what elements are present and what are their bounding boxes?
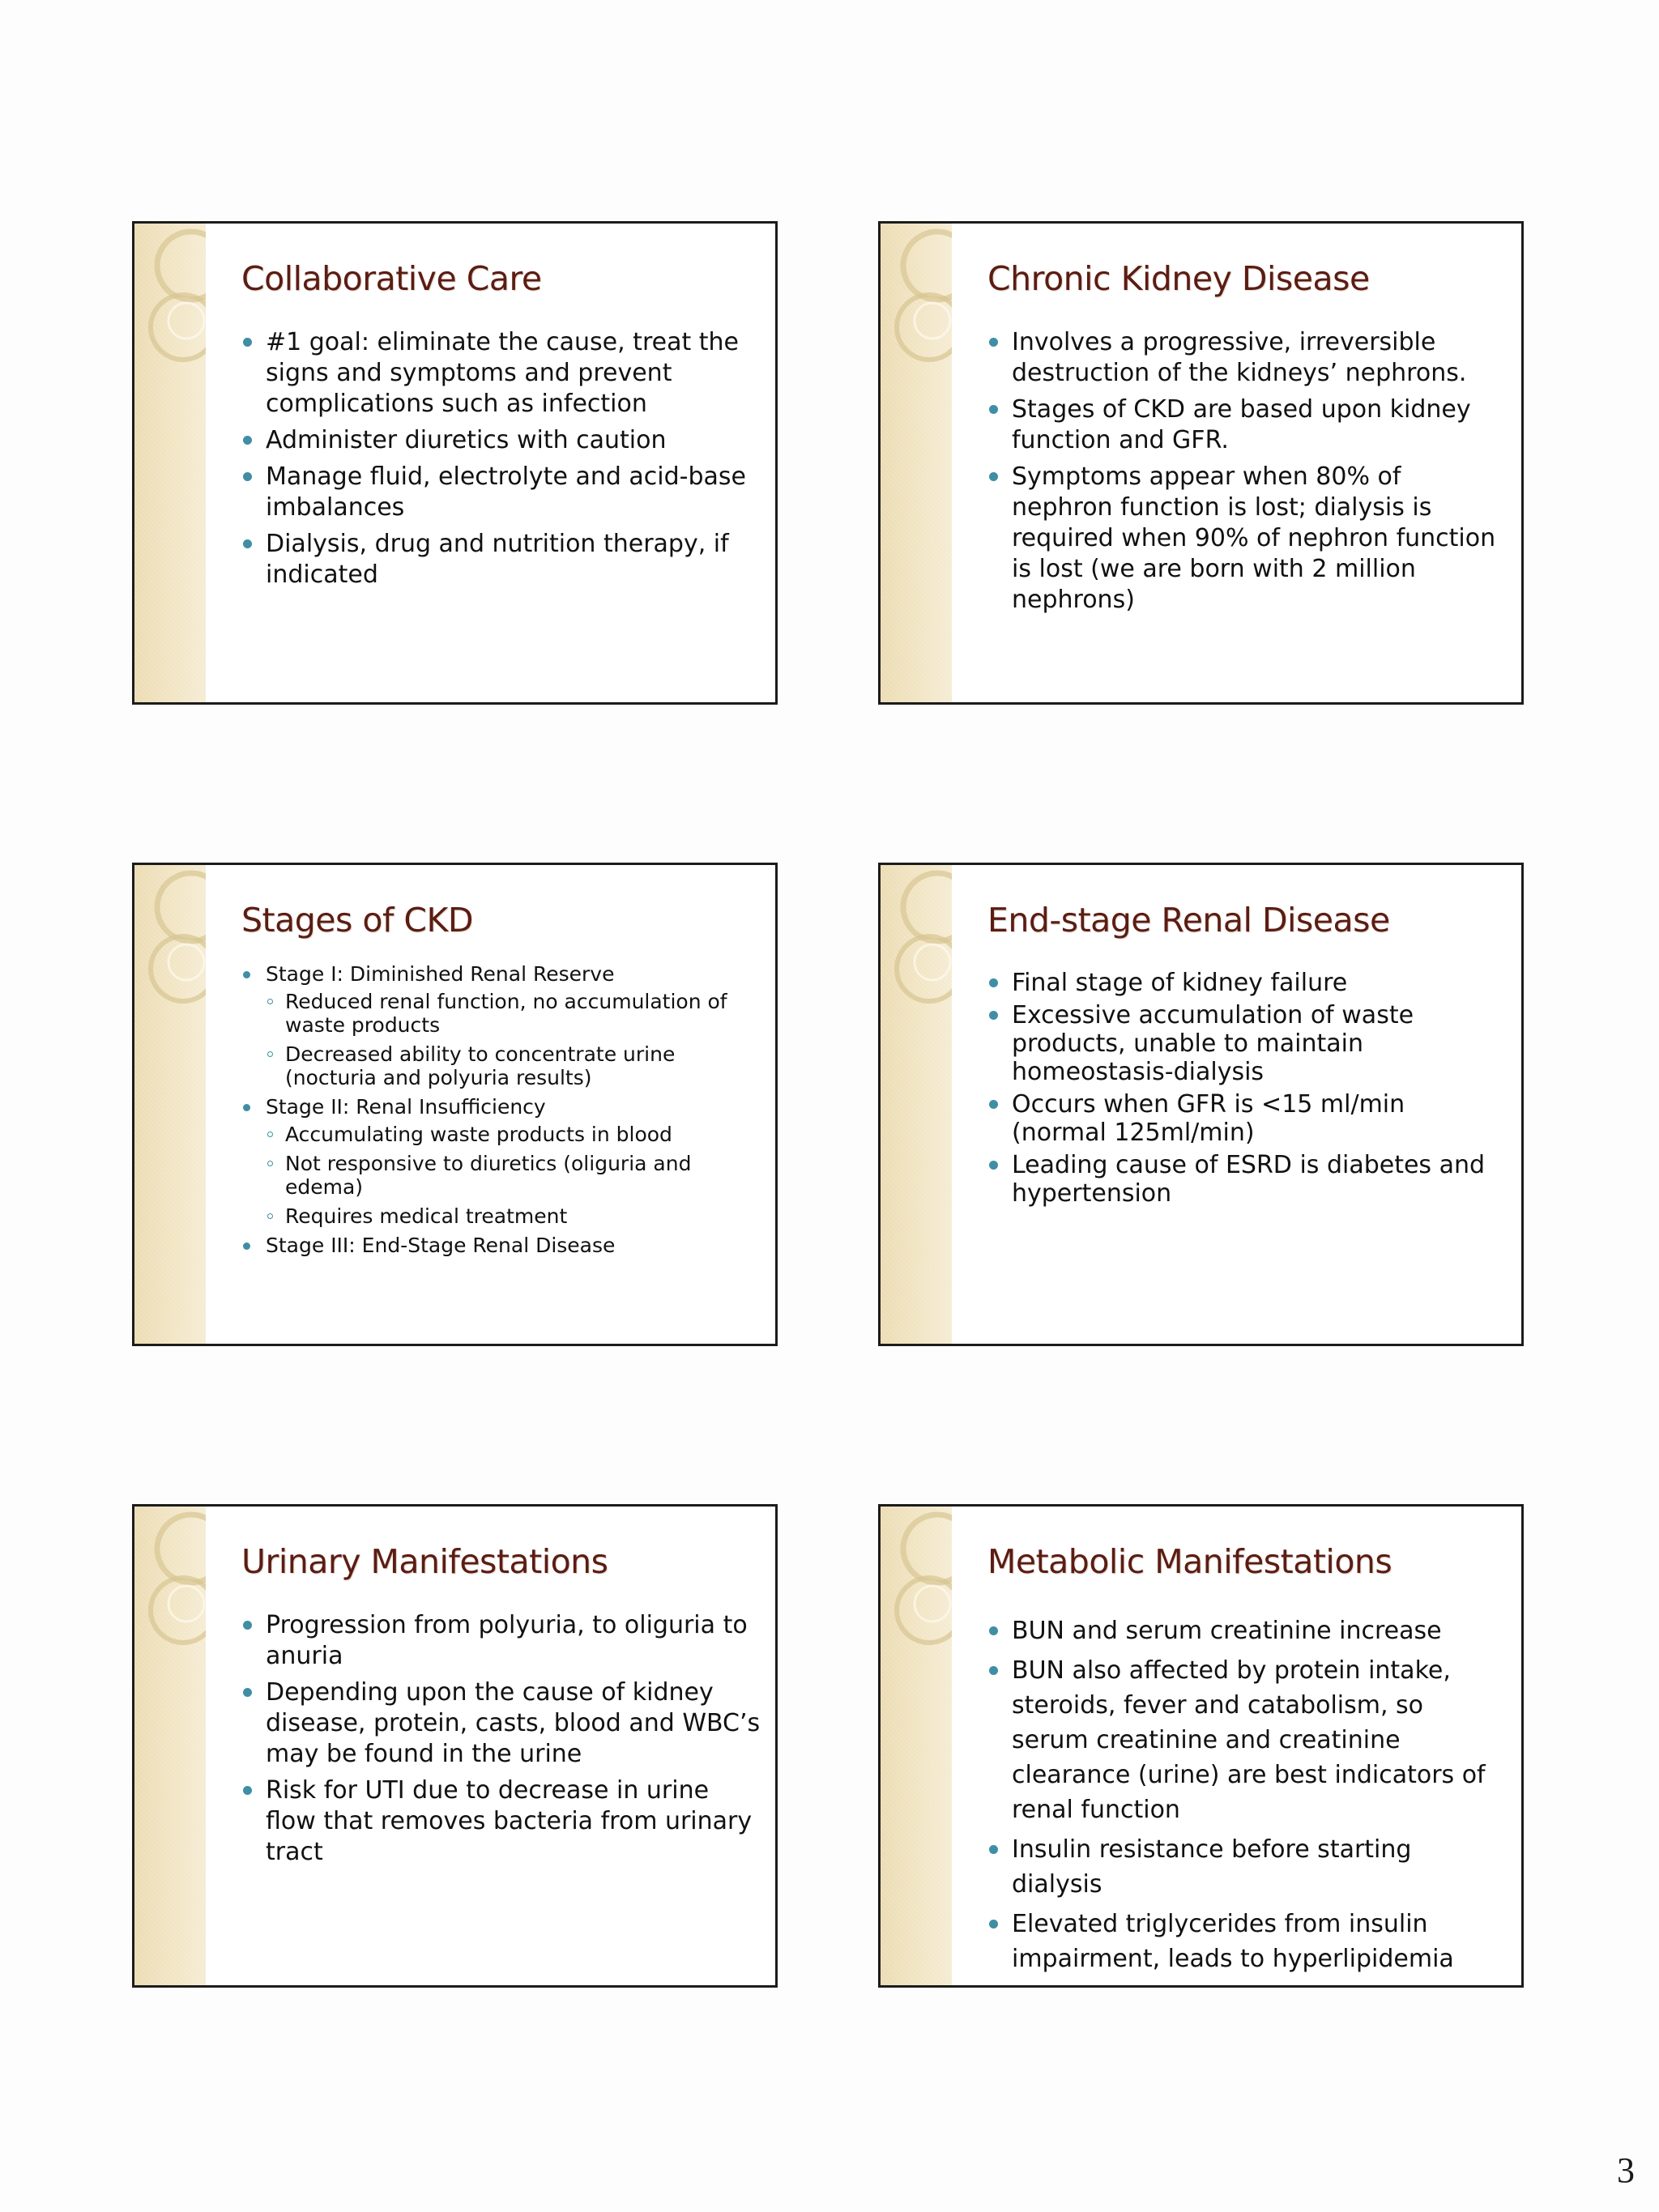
slide-decoration bbox=[134, 865, 206, 1344]
circles-ornament-icon bbox=[881, 865, 952, 1027]
list-item: Involves a progressive, irreversible destruction of the kidneys’ nephrons. bbox=[987, 327, 1507, 389]
circles-ornament-icon bbox=[134, 865, 206, 1027]
slide-end-stage-renal-disease bbox=[878, 863, 1524, 1346]
stage-label: Stage III: End-Stage Renal Disease bbox=[266, 1234, 616, 1257]
slide-title: Stages of CKD bbox=[241, 901, 474, 940]
list-item: #1 goal: eliminate the cause, treat the signs and symptoms and prevent complications such as infection bbox=[241, 327, 761, 420]
slide-title: Chronic Kidney Disease bbox=[987, 259, 1370, 298]
slide-metabolic-manifestations bbox=[878, 1504, 1524, 1988]
stage-label: Stage II: Renal Insufficiency bbox=[266, 1095, 546, 1119]
list-item: Elevated triglycerides from insulin impairment, leads to hyperlipidemia bbox=[987, 1907, 1507, 1976]
slide-decoration bbox=[881, 224, 952, 702]
list-item: Symptoms appear when 80% of nephron function is lost; dialysis is required when 90% of nephron function is lost (we are born with 2 million nephrons) bbox=[987, 462, 1507, 616]
slide-chronic-kidney-disease bbox=[878, 221, 1524, 705]
sub-list-item: Decreased ability to concentrate urine (nocturia and polyuria results) bbox=[266, 1042, 761, 1089]
list-item: Insulin resistance before starting dialysis bbox=[987, 1832, 1507, 1902]
list-item: Depending upon the cause of kidney disease, protein, casts, blood and WBC’s may be found in the urine bbox=[241, 1677, 761, 1770]
slide-decoration bbox=[134, 224, 206, 702]
circles-ornament-icon bbox=[881, 224, 952, 386]
list-item bbox=[241, 1095, 761, 1228]
list-item: Dialysis, drug and nutrition therapy, if indicated bbox=[241, 529, 761, 590]
list-item bbox=[241, 962, 761, 1089]
list-item: Excessive accumulation of waste products, unable to maintain homeostasis-dialysis bbox=[987, 1001, 1507, 1086]
list-item: Administer diuretics with caution bbox=[241, 425, 761, 456]
page-number: 3 bbox=[1617, 2150, 1635, 2190]
sub-list-item: Reduced renal function, no accumulation of waste products bbox=[266, 990, 761, 1037]
slide-collaborative-care bbox=[132, 221, 778, 705]
bullet-list bbox=[987, 969, 1507, 1212]
list-item bbox=[241, 1234, 761, 1258]
bullet-list bbox=[987, 1613, 1507, 1981]
bullet-list bbox=[241, 327, 761, 596]
sub-list-item: Not responsive to diuretics (oliguria and edema) bbox=[266, 1152, 761, 1199]
circles-ornament-icon bbox=[134, 224, 206, 386]
list-item: BUN also affected by protein intake, steroids, fever and catabolism, so serum creatinine and creatinine clearance (urine) are best indicators of renal function bbox=[987, 1653, 1507, 1827]
stage-label: Stage I: Diminished Renal Reserve bbox=[266, 962, 615, 986]
list-item: Progression from polyuria, to oliguria to anuria bbox=[241, 1610, 761, 1672]
bullet-list bbox=[987, 327, 1507, 621]
sub-list bbox=[266, 990, 761, 1089]
list-item: BUN and serum creatinine increase bbox=[987, 1613, 1507, 1648]
slide-title: Collaborative Care bbox=[241, 259, 542, 298]
sub-list-item: Accumulating waste products in blood bbox=[266, 1123, 761, 1146]
slide-title: Urinary Manifestations bbox=[241, 1542, 608, 1581]
list-item: Risk for UTI due to decrease in urine flow that removes bacteria from urinary tract bbox=[241, 1775, 761, 1868]
list-item: Leading cause of ESRD is diabetes and hypertension bbox=[987, 1151, 1507, 1208]
circles-ornament-icon bbox=[134, 1507, 206, 1669]
list-item: Occurs when GFR is <15 ml/min (normal 125ml/min) bbox=[987, 1090, 1507, 1147]
list-item: Manage fluid, electrolyte and acid-base imbalances bbox=[241, 462, 761, 523]
bullet-list bbox=[241, 962, 761, 1263]
list-item: Stages of CKD are based upon kidney function and GFR. bbox=[987, 394, 1507, 456]
slide-stages-of-ckd bbox=[132, 863, 778, 1346]
slide-title: End-stage Renal Disease bbox=[987, 901, 1390, 940]
slide-title: Metabolic Manifestations bbox=[987, 1542, 1392, 1581]
slide-urinary-manifestations bbox=[132, 1504, 778, 1988]
bullet-list bbox=[241, 1610, 761, 1873]
slide-decoration bbox=[881, 865, 952, 1344]
circles-ornament-icon bbox=[881, 1507, 952, 1669]
slide-decoration bbox=[881, 1507, 952, 1985]
sub-list bbox=[266, 1123, 761, 1228]
sub-list-item: Requires medical treatment bbox=[266, 1204, 761, 1228]
slide-decoration bbox=[134, 1507, 206, 1985]
list-item: Final stage of kidney failure bbox=[987, 969, 1507, 997]
